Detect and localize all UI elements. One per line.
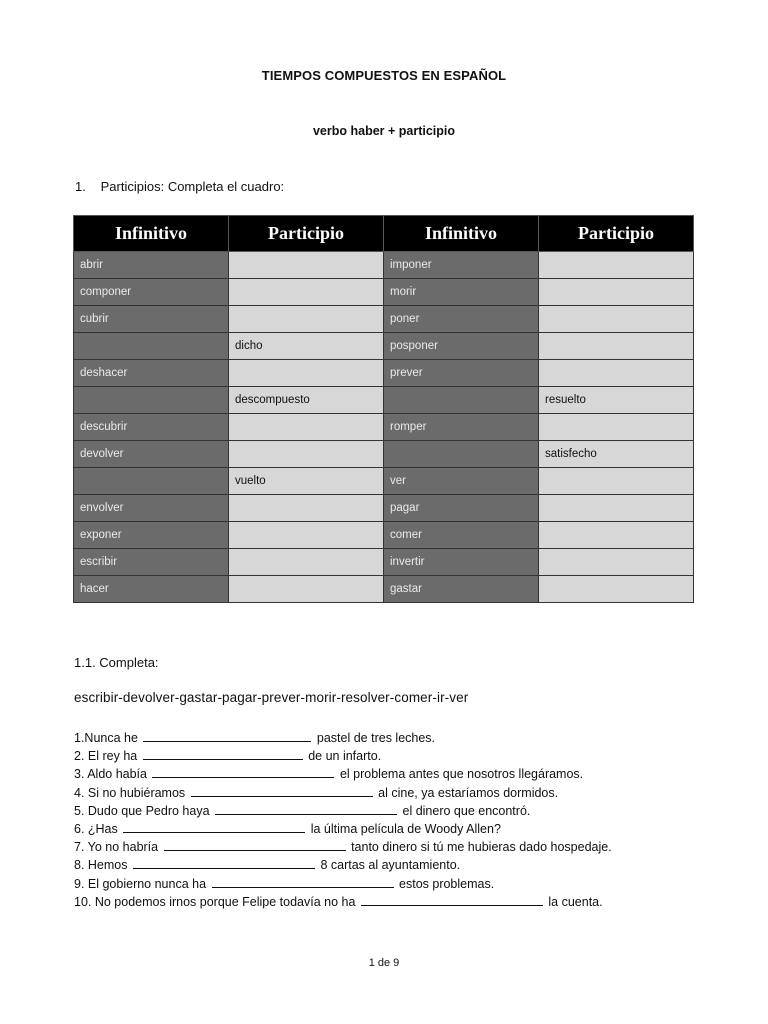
infinitivo-cell: morir: [384, 279, 539, 306]
infinitivo-cell: escribir: [74, 549, 229, 576]
participio-cell[interactable]: [539, 495, 694, 522]
infinitivo-cell: [74, 387, 229, 414]
exercise-prompt: 9. El gobierno nunca ha: [74, 876, 207, 891]
infinitivo-cell: romper: [384, 414, 539, 441]
infinitivo-cell: exponer: [74, 522, 229, 549]
section-1-heading: [75, 179, 284, 194]
section-1-label: Participios: Completa el cuadro:: [100, 179, 285, 194]
exercise-continuation: la cuenta.: [548, 894, 603, 909]
participio-cell[interactable]: [539, 279, 694, 306]
participio-cell[interactable]: [539, 468, 694, 495]
answer-blank[interactable]: [212, 876, 394, 888]
infinitivo-cell: poner: [384, 306, 539, 333]
exercise-prompt: 1.Nunca he: [74, 731, 138, 745]
table-row: [74, 252, 694, 279]
exercise-item: [74, 893, 612, 911]
table-row: [74, 333, 694, 360]
participio-cell[interactable]: [229, 495, 384, 522]
participio-cell[interactable]: [539, 522, 694, 549]
table-row: [74, 279, 694, 306]
answer-blank[interactable]: [133, 857, 315, 869]
table-header-row: [74, 216, 694, 252]
participio-cell[interactable]: [539, 333, 694, 360]
exercise-item: [74, 765, 612, 783]
table-row: [74, 414, 694, 441]
table-row: [74, 495, 694, 522]
answer-blank[interactable]: [143, 748, 303, 760]
exercise-item: [74, 875, 612, 893]
infinitivo-cell: devolver: [74, 441, 229, 468]
participio-cell[interactable]: [229, 414, 384, 441]
exercise-prompt: 7. Yo no habría: [74, 840, 159, 855]
exercise-prompt: 2. El rey ha: [74, 749, 138, 764]
infinitivo-cell: ver: [384, 468, 539, 495]
answer-blank[interactable]: [164, 839, 346, 851]
participio-cell[interactable]: [539, 360, 694, 387]
exercise-continuation: de un infarto.: [308, 749, 382, 764]
header-participio-1: Participio: [229, 216, 384, 252]
infinitivo-cell: comer: [384, 522, 539, 549]
table-row: [74, 360, 694, 387]
participio-cell[interactable]: [229, 306, 384, 333]
table-row: [74, 549, 694, 576]
infinitivo-cell: [74, 468, 229, 495]
participio-cell[interactable]: dicho: [229, 333, 384, 360]
exercise-prompt: 8. Hemos: [74, 858, 128, 873]
section-1-number: 1.: [75, 179, 86, 194]
document-subtitle: verbo haber + participio: [312, 124, 456, 138]
exercise-item: [74, 838, 612, 856]
participio-cell[interactable]: [229, 549, 384, 576]
answer-blank[interactable]: [215, 803, 397, 815]
exercise-continuation: el problema antes que nosotros llegáramos.: [339, 767, 584, 782]
participio-cell[interactable]: [539, 576, 694, 603]
participio-cell[interactable]: satisfecho: [539, 441, 694, 468]
participio-cell[interactable]: [229, 279, 384, 306]
participio-cell[interactable]: [539, 252, 694, 279]
answer-blank[interactable]: [123, 821, 305, 833]
answer-blank[interactable]: [191, 785, 373, 797]
exercise-item: [74, 729, 612, 747]
table-row: [74, 522, 694, 549]
exercise-item: [74, 784, 612, 802]
exercise-list: [74, 729, 612, 911]
exercise-item: [74, 802, 612, 820]
verb-word-list: escribir-devolver-gastar-pagar-prever-morir-resolver-comer-ir-ver: [74, 690, 469, 705]
page-number: 1 de 9: [368, 957, 400, 969]
exercise-prompt: 3. Aldo había: [74, 767, 147, 782]
table-body: [74, 252, 694, 603]
infinitivo-cell: gastar: [384, 576, 539, 603]
answer-blank[interactable]: [143, 730, 311, 742]
infinitivo-cell: posponer: [384, 333, 539, 360]
infinitivo-cell: cubrir: [74, 306, 229, 333]
infinitivo-cell: componer: [74, 279, 229, 306]
section-1-1-heading: 1.1. Completa:: [74, 655, 159, 670]
exercise-prompt: 6. ¿Has: [74, 822, 118, 837]
exercise-continuation: al cine, ya estaríamos dormidos.: [378, 785, 559, 800]
table-row: [74, 576, 694, 603]
exercise-item: [74, 820, 612, 838]
infinitivo-cell: envolver: [74, 495, 229, 522]
document-title: TIEMPOS COMPUESTOS EN ESPAÑOL: [261, 68, 507, 83]
infinitivo-cell: invertir: [384, 549, 539, 576]
header-participio-2: Participio: [539, 216, 694, 252]
infinitivo-cell: [384, 441, 539, 468]
exercise-item: [74, 747, 612, 765]
table-row: [74, 441, 694, 468]
infinitivo-cell: hacer: [74, 576, 229, 603]
participio-cell[interactable]: [539, 549, 694, 576]
header-infinitivo-1: Infinitivo: [74, 216, 229, 252]
exercise-continuation: pastel de tres leches.: [316, 731, 436, 745]
infinitivo-cell: prever: [384, 360, 539, 387]
exercise-continuation: el dinero que encontró.: [402, 803, 531, 818]
exercise-prompt: 4. Si no hubiéramos: [74, 785, 186, 800]
infinitivo-cell: descubrir: [74, 414, 229, 441]
participio-cell[interactable]: resuelto: [539, 387, 694, 414]
participio-cell[interactable]: [539, 414, 694, 441]
participio-cell[interactable]: [229, 576, 384, 603]
participle-table: [73, 215, 694, 603]
table-row: [74, 387, 694, 414]
infinitivo-cell: abrir: [74, 252, 229, 279]
infinitivo-cell: deshacer: [74, 360, 229, 387]
participio-cell[interactable]: vuelto: [229, 468, 384, 495]
exercise-continuation: tanto dinero si tú me hubieras dado hospedaje.: [351, 840, 612, 855]
answer-blank[interactable]: [361, 894, 543, 906]
participio-cell[interactable]: descompuesto: [229, 387, 384, 414]
infinitivo-cell: imponer: [384, 252, 539, 279]
answer-blank[interactable]: [152, 766, 334, 778]
exercise-continuation: 8 cartas al ayuntamiento.: [320, 858, 461, 873]
table-row: [74, 306, 694, 333]
exercise-continuation: estos problemas.: [399, 876, 495, 891]
participio-cell[interactable]: [229, 522, 384, 549]
participio-cell[interactable]: [539, 306, 694, 333]
exercise-prompt: 10. No podemos irnos porque Felipe todavía no ha: [74, 894, 356, 909]
participio-cell[interactable]: [229, 360, 384, 387]
infinitivo-cell: [74, 333, 229, 360]
infinitivo-cell: [384, 387, 539, 414]
exercise-item: [74, 856, 612, 874]
infinitivo-cell: pagar: [384, 495, 539, 522]
exercise-continuation: la última película de Woody Allen?: [310, 822, 501, 837]
participio-cell[interactable]: [229, 441, 384, 468]
participio-cell[interactable]: [229, 252, 384, 279]
header-infinitivo-2: Infinitivo: [384, 216, 539, 252]
table-row: [74, 468, 694, 495]
exercise-prompt: 5. Dudo que Pedro haya: [74, 803, 210, 818]
